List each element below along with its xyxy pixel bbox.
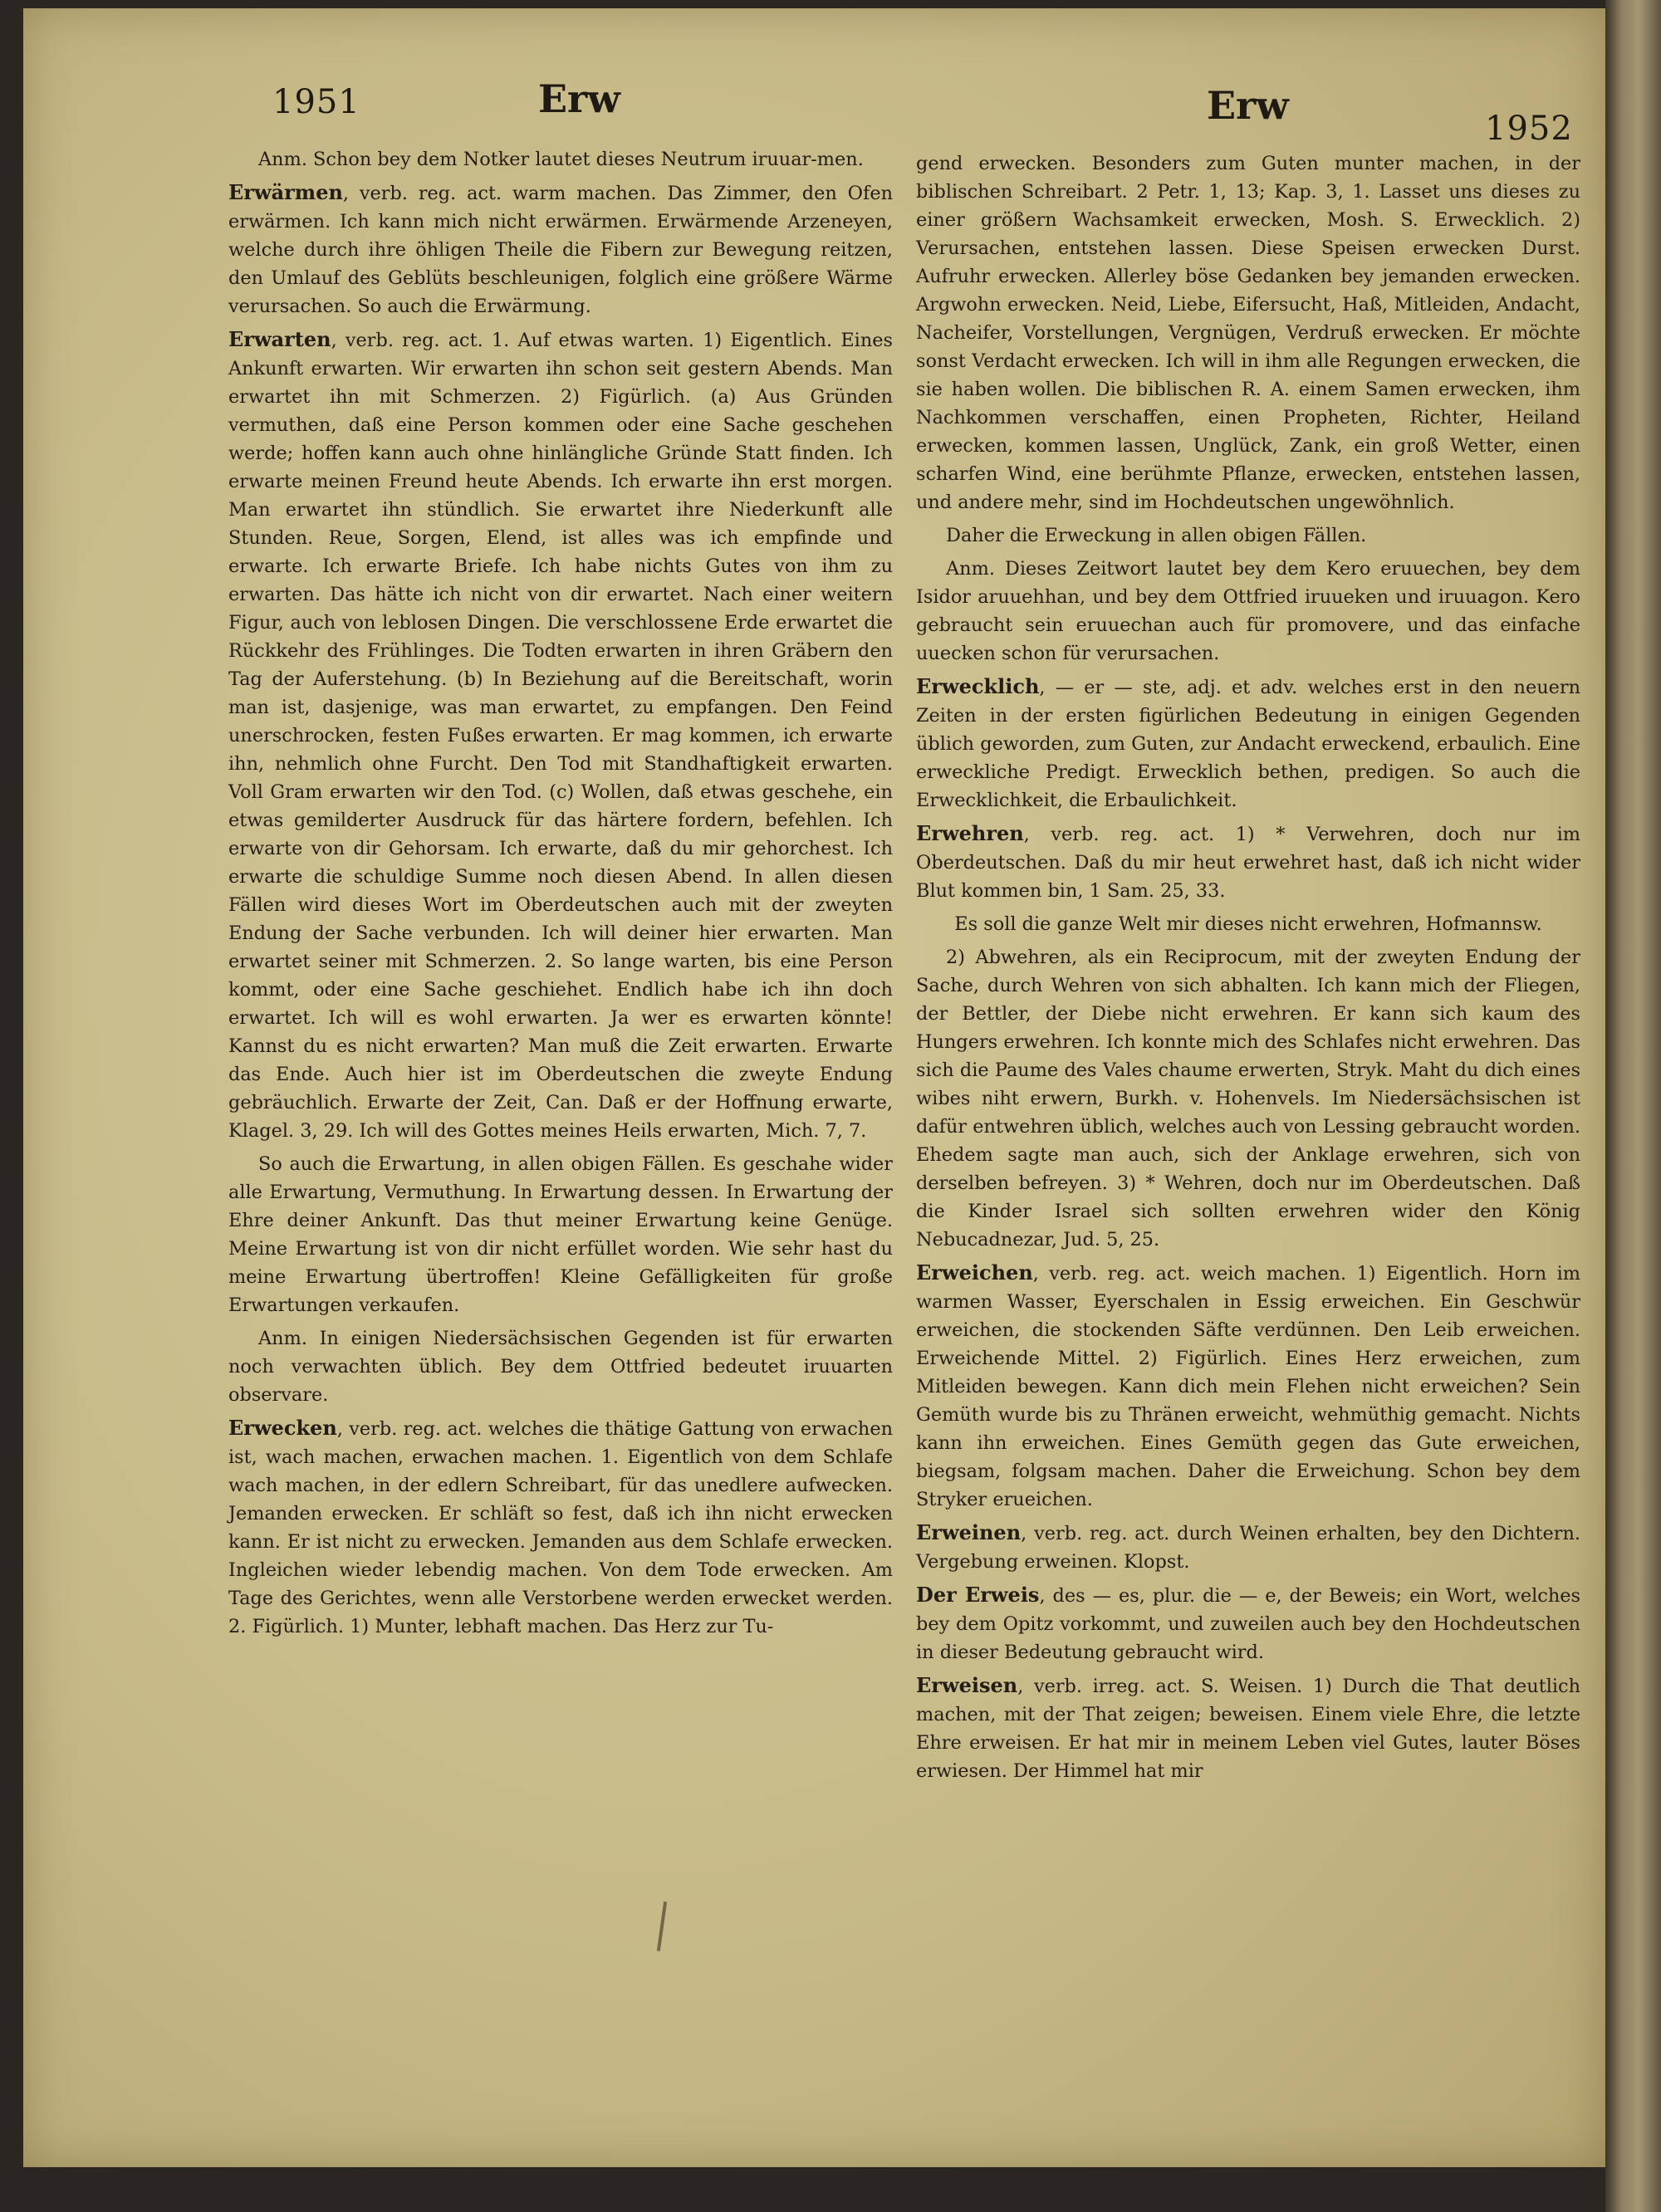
paragraph: Daher die Erweckung in allen obigen Fällen.	[946, 525, 1367, 546]
book-spine	[1605, 0, 1661, 2212]
entry-headword: Der Erweis	[916, 1583, 1040, 1607]
entry-text: , verb. reg. act. weich machen. 1) Eigentlich. Horn im warmen Wasser, Eyerschalen in Essig erweichen. Ein Geschwür erweichen, die stockenden Säfte verdünnen. Den Leib erweichen. Erweichende Mittel. 2) Figürlich. Eines Herz erweichen, zum Mitleiden bewegen. Kann dich mein Flehen nicht erweichen? Sein Gemüth wurde bis zu Thränen erweicht, wehmüthig gemacht. Nichts kann ihn erweichen. Eines Gemüth gegen das Gute erweichen, biegsam, folgsam machen. Daher die Erweichung. Schon bey dem Stryker erueichen.	[916, 1263, 1580, 1510]
right-column	[916, 149, 1580, 1790]
entry-headword: Erwecklich	[916, 674, 1040, 698]
dictionary-entry	[916, 1581, 1580, 1666]
entry-headword: Erwärmen	[228, 180, 343, 204]
entry-headword: Erwarten	[228, 327, 331, 351]
entry-headword: Erwehren	[916, 821, 1024, 845]
entry-headword: Erweichen	[916, 1260, 1033, 1285]
entry-text: , verb. reg. act. 1) * Verwehren, doch nur im Oberdeutschen. Daß du mir heut erwehret hast, daß ich nicht wider Blut kommen bin, 1 Sam. 25, 33.	[916, 824, 1580, 902]
verse-quote: Es soll die ganze Welt mir dieses nicht erwehren, Hofmannsw.	[954, 913, 1542, 935]
dictionary-entry	[916, 820, 1580, 905]
paragraph: Anm. In einigen Niedersächsischen Gegenden ist für erwarten noch verwachten üblich. Bey dem Ottfried bedeutet iruuarten observare.	[228, 1328, 893, 1406]
entry-headword: Erwecken	[228, 1416, 337, 1440]
entry-headword: Erweinen	[916, 1520, 1022, 1544]
paragraph: Anm. Schon bey dem Notker lautet dieses Neutrum iruuar-men.	[258, 149, 864, 170]
entry-headword: Erweisen	[916, 1673, 1018, 1697]
dictionary-entry	[916, 1671, 1580, 1785]
paragraph: So auch die Erwartung, in allen obigen Fällen. Es geschahe wider alle Erwartung, Vermuthung. In Erwartung dessen. In Erwartung der Ehre deiner Ankunft. Das thut meiner Erwartung keine Genüge. Meine Erwartung ist von dir nicht erfüllet worden. Wie sehr hast du meine Erwartung übertroffen! Kleine Gefälligkeiten für große Erwartungen verkaufen.	[228, 1153, 893, 1316]
page-number-right: 1952	[1485, 110, 1573, 148]
dictionary-entry	[916, 1259, 1580, 1514]
entry-text: , verb. reg. act. 1. Auf etwas warten. 1) Eigentlich. Eines Ankunft erwarten. Wir erwarten ihn schon seit gestern Abends. Man erwartet ihn mit Schmerzen. 2) Figürlich. (a) Aus Gründen vermuthen, daß eine Person kommen oder eine Sache geschehen werde; hoffen kann auch ohne hinlängliche Gründe Statt finden. Ich erwarte meinen Freund heute Abends. Ich erwarte ihn erst morgen. Man erwartet ihn stündlich. Sie erwartet ihre Niederkunft alle Stunden. Reue, Sorgen, Elend, ist alles was ich empfinde und erwarte. Ich erwarte Briefe. Ich habe nichts Gutes von ihm zu erwarten. Das hätte ich nicht von dir erwartet. Nach einer weitern Figur, auch von leblosen Dingen. Die verschlossene Erde erwartet die Rückkehr des Frühlinges. Die Todten erwarten in ihren Gräbern den Tag der Auferstehung. (b) In Beziehung auf die Bereitschaft, worin man ist, dasjenige, was man erwartet, zu empfangen. Den Feind unerschrocken, festen Fußes erwarten. Er mag kommen, ich erwarte ihn, nehmlich ohne Furcht. Den Tod mit Standhaftigkeit erwarten. Voll Gram erwarten wir den Tod. (c) Wollen, daß etwas geschehe, ein etwas gemilderter Ausdruck für das härtere fordern, befehlen. Ich erwarte von dir Gehorsam. Ich erwarte, daß du mir gehorchest. Ich erwarte die schuldige Summe noch diesen Abend. In allen diesen Fällen wird dieses Wort im Oberdeutschen auch mit der zweyten Endung der Sache verbunden. Ich will deiner hier erwarten. Man erwartet seiner mit Schmerzen. 2. So lange warten, bis eine Person kommt, oder eine Sache geschiehet. Endlich habe ich ihn doch erwartet. Ich will es wohl erwarten. Ja wer es erwarten könnte! Kannst du es nicht erwarten? Man muß die Zeit erwarten. Erwarte das Ende. Auch hier ist im Oberdeutschen die zweyte Endung gebräuchlich. Erwarte der Zeit, Can. Daß er der Hoffnung erwarte, Klagel. 3, 29. Ich will des Gottes meines Heils erwarten, Mich. 7, 7.	[228, 330, 893, 1142]
paragraph: Anm. Dieses Zeitwort lautet bey dem Kero eruuechen, bey dem Isidor aruuehhan, und bey dem Ottfried iruueken und iruuagon. Kero gebraucht sein eruuechan auch für promovere, und das einfache uuecken schon für verursachen.	[916, 558, 1580, 664]
dictionary-entry	[916, 673, 1580, 815]
entry-text: , verb. reg. act. warm machen. Das Zimmer, den Ofen erwärmen. Ich kann mich nicht erwärmen. Erwärmende Arzeneyen, welche durch ihre öhligen Theile die Fibern zur Bewegung reitzen, den Umlauf des Geblüts beschleunigen, folglich eine größere Wärme verursachen. So auch die Erwärmung.	[228, 183, 893, 317]
dictionary-entry	[916, 1519, 1580, 1576]
paragraph: gend erwecken. Besonders zum Guten munter machen, in der biblischen Schreibart. 2 Petr. 1, 13; Kap. 3, 1. Lasset uns dieses zu einer größern Wachsamkeit erwecken, Mosh. S. Erwecklich. 2) Verursachen, entstehen lassen. Diese Speisen erwecken Durst. Aufruhr erwecken. Allerley böse Gedanken bey jemanden erwecken. Argwohn erwecken. Neid, Liebe, Eifersucht, Haß, Mitleiden, Andacht, Nacheifer, Vorstellungen, Vergnügen, Verdruß erwecken. Er möchte sonst Verdacht erwecken. Ich will in ihm alle Regungen erwecken, die sie haben wollen. Die biblischen R. A. einem Samen erwecken, ihm Nachkommen verschaffen, einen Propheten, Richter, Heiland erwecken, kommen lassen, Unglück, Zank, ein groß Wetter, einen scharfen Wind, eine berühmte Pflanze, erwecken, entstehen lassen, und andere mehr, sind im Hochdeutschen ungewöhnlich.	[916, 153, 1580, 513]
running-head-left: Erw	[538, 76, 620, 121]
dictionary-entry	[228, 325, 893, 1145]
dictionary-entry	[228, 1414, 893, 1641]
entry-text: , des — es, plur. die — e, der Beweis; ein Wort, welches bey dem Opitz vorkommt, und zuweilen auch bey den Hochdeutschen in dieser Bedeutung gebraucht wird.	[916, 1585, 1581, 1663]
entry-text: , verb. reg. act. durch Weinen erhalten, bey den Dichtern. Vergebung erweinen. Klopst.	[916, 1523, 1580, 1573]
dictionary-entry	[228, 179, 893, 321]
page-number-left: 1951	[272, 83, 360, 121]
paragraph: 2) Abwehren, als ein Reciprocum, mit der zweyten Endung der Sache, durch Wehren von sich abhalten. Ich kann mich der Fliegen, der Bettler, der Diebe nicht erwehren. Er kann sich kaum des Hungers erwehren. Ich konnte mich des Schlafes nicht erwehren. Das sich die Paume des Vales chaume erwerten, Stryk. Maht du dich eines wibes niht erwern, Burkh. v. Hohenvels. Im Niedersächsischen ist dafür entwehren üblich, welches auch von Lessing gebraucht worden. Ehedem sagte man auch, sich der Anklage erwehren, sich von derselben befreyen. 3) * Wehren, doch nur im Oberdeutschen. Daß die Kinder Israel sich sollten erwehren wider den König Nebucadnezar, Jud. 5, 25.	[916, 947, 1580, 1250]
entry-text: , — er — ste, adj. et adv. welches erst in den neuern Zeiten in der ersten figürlichen Bedeutung in einigen Gegenden üblich geworden, zum Guten, zur Andacht erweckend, erbaulich. Eine erweckliche Predigt. Erwecklich bethen, predigen. So auch die Erwecklichkeit, die Erbaulichkeit.	[916, 677, 1580, 811]
left-column	[228, 145, 893, 1646]
running-head-right: Erw	[1207, 83, 1289, 128]
entry-text: , verb. reg. act. welches die thätige Gattung von erwachen ist, wach machen, erwachen machen. 1. Eigentlich von dem Schlafe wach machen, in der edlern Schreibart, für das unedlere aufwecken. Jemanden erwecken. Er schläft so fest, daß ich ihn nicht erwecken kann. Er ist nicht zu erwecken. Jemanden aus dem Schlafe erwecken. Ingleichen wieder lebendig machen. Von dem Tode erwecken. Am Tage des Gerichtes, wenn alle Verstorbene werden erwecket werden. 2. Figürlich. 1) Munter, lebhaft machen. Das Herz zur Tu-	[228, 1418, 893, 1637]
entry-text: , verb. irreg. act. S. Weisen. 1) Durch die That deutlich machen, mit der That zeigen; beweisen. Einem viele Ehre, die letzte Ehre erweisen. Er hat mir in meinem Leben viel Gutes, lauter Böses erwiesen. Der Himmel hat mir	[916, 1676, 1580, 1782]
